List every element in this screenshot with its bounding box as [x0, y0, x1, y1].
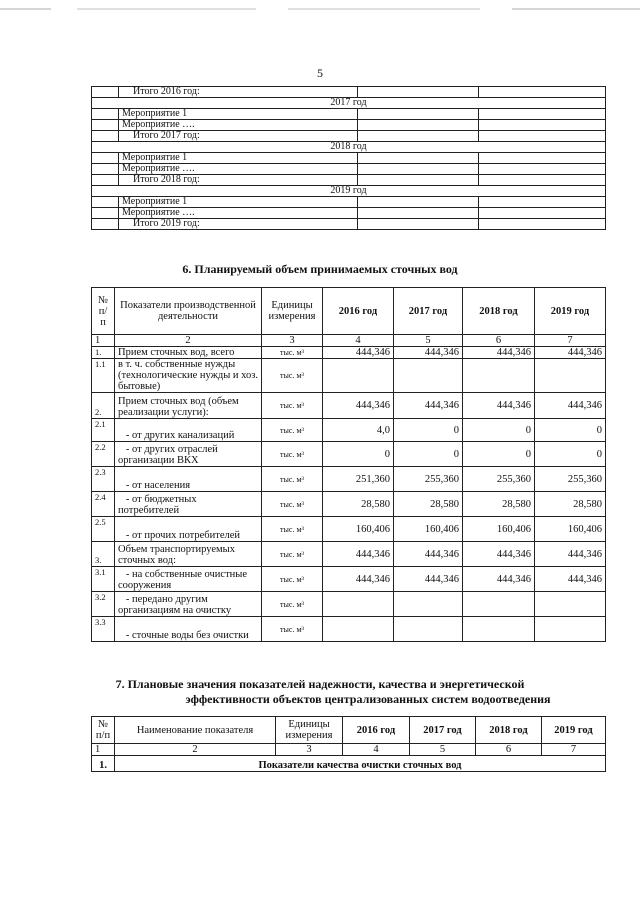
indicator-name: - от других отраслей организации ВКХ: [115, 442, 262, 467]
section-6-heading: 6. Планируемый объем принимаемых сточных вод: [182, 262, 458, 276]
value-cell: 444,346: [463, 567, 535, 592]
measures-num-cell: [92, 175, 119, 186]
value-cell: 28,580: [394, 492, 463, 517]
value-cell: [463, 617, 535, 642]
indicator-name: - передано другим организациям на очистку: [115, 592, 262, 617]
value-cell: 4,0: [323, 419, 394, 442]
header-unit: Единицы измерения: [262, 288, 323, 335]
measures-row-total: [92, 175, 606, 186]
measure-label: Мероприятие ….: [119, 120, 358, 131]
unit-cell: тыс. м³: [262, 567, 323, 592]
table-row: [92, 467, 606, 492]
value-cell: [323, 359, 394, 393]
column-number: 5: [410, 744, 476, 756]
value-cell: 255,360: [463, 467, 535, 492]
unit-cell: тыс. м³: [262, 359, 323, 393]
row-number: 2.1: [92, 419, 115, 442]
measures-value-cell: [479, 120, 606, 131]
value-cell: 0: [394, 442, 463, 467]
value-cell: 0: [463, 442, 535, 467]
header-2017: 2017 год: [394, 288, 463, 335]
column-numbers-row: [92, 335, 606, 347]
table-row: [92, 347, 606, 359]
indicator-name: - от бюджетных потребителей: [115, 492, 262, 517]
measures-num-cell: [92, 109, 119, 120]
value-cell: 444,346: [323, 542, 394, 567]
value-cell: [535, 359, 606, 393]
value-cell: [394, 617, 463, 642]
table-row: [92, 393, 606, 419]
indicator-name: - на собственные очистные сооружения: [115, 567, 262, 592]
header-row: [92, 288, 606, 335]
indicator-name: - сточные воды без очистки: [115, 617, 262, 642]
column-number: 6: [463, 335, 535, 347]
indicator-name: Объем транспортируемых сточных вод:: [115, 542, 262, 567]
value-cell: [463, 359, 535, 393]
measure-label: Мероприятие ….: [119, 208, 358, 219]
measures-num-cell: [92, 219, 119, 230]
measure-label: Мероприятие ….: [119, 164, 358, 175]
wastewater-volume-table: [91, 287, 606, 642]
section-row: [92, 756, 606, 772]
measures-value-cell: [358, 197, 479, 208]
row-number: 2.3: [92, 467, 115, 492]
section-row-title: Показатели качества очистки сточных вод: [115, 756, 606, 772]
header-2018: 2018 год: [463, 288, 535, 335]
measures-value-cell: [479, 109, 606, 120]
value-cell: 444,346: [535, 567, 606, 592]
unit-cell: тыс. м³: [262, 492, 323, 517]
value-cell: 251,360: [323, 467, 394, 492]
value-cell: [394, 359, 463, 393]
row-number: 1.1: [92, 359, 115, 393]
measures-row-item: [92, 164, 606, 175]
row-number: 2.5: [92, 517, 115, 542]
indicator-name: Прием сточных вод, всего: [115, 347, 262, 359]
measures-num-cell: [92, 131, 119, 142]
measures-row-item: [92, 197, 606, 208]
measures-row-total: [92, 131, 606, 142]
value-cell: 444,346: [323, 393, 394, 419]
page-number: 5: [317, 66, 323, 80]
value-cell: 444,346: [535, 347, 606, 359]
measure-label: Мероприятие 1: [119, 109, 358, 120]
unit-cell: тыс. м³: [262, 592, 323, 617]
column-number: 7: [535, 335, 606, 347]
measures-row-item: [92, 153, 606, 164]
header-name: Наименование показателя: [115, 717, 276, 744]
value-cell: 0: [535, 442, 606, 467]
value-cell: 0: [323, 442, 394, 467]
unit-cell: тыс. м³: [262, 617, 323, 642]
row-number: 3.: [92, 542, 115, 567]
measures-row-total: [92, 219, 606, 230]
measures-value-cell: [358, 164, 479, 175]
table-row: [92, 359, 606, 393]
header-2017: 2017 год: [410, 717, 476, 744]
header-2016: 2016 год: [323, 288, 394, 335]
unit-cell: тыс. м³: [262, 517, 323, 542]
measures-value-cell: [479, 208, 606, 219]
value-cell: [323, 592, 394, 617]
measures-value-cell: [358, 120, 479, 131]
column-number: 7: [542, 744, 606, 756]
indicators-table: [91, 716, 606, 772]
measures-num-cell: [92, 164, 119, 175]
measures-row-year: [92, 186, 606, 197]
unit-cell: тыс. м³: [262, 347, 323, 359]
column-number: 5: [394, 335, 463, 347]
value-cell: [463, 592, 535, 617]
value-cell: 444,346: [394, 347, 463, 359]
measures-value-cell: [479, 175, 606, 186]
column-number: 2: [115, 335, 262, 347]
measures-num-cell: [92, 197, 119, 208]
section-7-heading-line2: эффективности объектов централизованных систем водоотведения: [185, 692, 551, 706]
measures-row-item: [92, 109, 606, 120]
value-cell: 28,580: [535, 492, 606, 517]
header-num: № п/п: [92, 717, 115, 744]
column-number: 4: [343, 744, 410, 756]
year-total-label: Итого 2018 год:: [119, 175, 358, 186]
measures-value-cell: [479, 164, 606, 175]
column-numbers-row: [92, 744, 606, 756]
value-cell: 444,346: [535, 542, 606, 567]
year-label: 2019 год: [92, 186, 606, 197]
section-7-heading-line1: 7. Плановые значения показателей надежности, качества и энергетической: [115, 677, 525, 691]
measures-table: [91, 86, 606, 230]
row-number: 2.4: [92, 492, 115, 517]
header-2018: 2018 год: [476, 717, 542, 744]
measures-value-cell: [479, 131, 606, 142]
value-cell: [535, 617, 606, 642]
measures-row-item: [92, 208, 606, 219]
value-cell: 160,406: [323, 517, 394, 542]
row-number: 2.2: [92, 442, 115, 467]
measures-value-cell: [358, 153, 479, 164]
measures-value-cell: [358, 87, 479, 98]
measures-value-cell: [358, 109, 479, 120]
value-cell: 255,360: [394, 467, 463, 492]
year-total-label: Итого 2016 год:: [119, 87, 358, 98]
measures-value-cell: [358, 131, 479, 142]
measures-value-cell: [479, 87, 606, 98]
table-row: [92, 492, 606, 517]
table-row: [92, 517, 606, 542]
row-number: 2.: [92, 393, 115, 419]
header-name: Показатели производственной деятельности: [115, 288, 262, 335]
scan-artifact: [0, 8, 640, 10]
header-2019: 2019 год: [535, 288, 606, 335]
table-row: [92, 542, 606, 567]
measure-label: Мероприятие 1: [119, 197, 358, 208]
column-number: 6: [476, 744, 542, 756]
value-cell: 160,406: [463, 517, 535, 542]
unit-cell: тыс. м³: [262, 393, 323, 419]
row-number: 3.1: [92, 567, 115, 592]
indicator-name: в т. ч. собственные нужды (технологические нужды и хоз. бытовые): [115, 359, 262, 393]
column-number: 3: [262, 335, 323, 347]
header-num: № п/ п: [92, 288, 115, 335]
table-row: [92, 592, 606, 617]
value-cell: 28,580: [463, 492, 535, 517]
column-number: 1: [92, 744, 115, 756]
column-number: 2: [115, 744, 276, 756]
value-cell: 444,346: [463, 542, 535, 567]
table-row: [92, 419, 606, 442]
measures-value-cell: [479, 197, 606, 208]
value-cell: 444,346: [394, 393, 463, 419]
value-cell: 0: [394, 419, 463, 442]
year-label: 2018 год: [92, 142, 606, 153]
measures-value-cell: [358, 208, 479, 219]
value-cell: 444,346: [463, 393, 535, 419]
measures-row-year: [92, 98, 606, 109]
value-cell: 444,346: [394, 567, 463, 592]
value-cell: 444,346: [323, 567, 394, 592]
table-row: [92, 442, 606, 467]
unit-cell: тыс. м³: [262, 419, 323, 442]
indicator-name: - от населения: [115, 467, 262, 492]
measures-value-cell: [358, 175, 479, 186]
header-unit: Единицы измерения: [276, 717, 343, 744]
header-2019: 2019 год: [542, 717, 606, 744]
row-number: 1.: [92, 347, 115, 359]
value-cell: [323, 617, 394, 642]
unit-cell: тыс. м³: [262, 442, 323, 467]
measures-num-cell: [92, 153, 119, 164]
year-total-label: Итого 2019 год:: [119, 219, 358, 230]
measures-row-year: [92, 142, 606, 153]
year-total-label: Итого 2017 год:: [119, 131, 358, 142]
value-cell: 444,346: [323, 347, 394, 359]
indicator-name: - от других канализаций: [115, 419, 262, 442]
measures-num-cell: [92, 208, 119, 219]
column-number: 4: [323, 335, 394, 347]
year-label: 2017 год: [92, 98, 606, 109]
value-cell: 444,346: [463, 347, 535, 359]
table-row: [92, 617, 606, 642]
value-cell: [535, 592, 606, 617]
column-number: 1: [92, 335, 115, 347]
measures-value-cell: [479, 153, 606, 164]
unit-cell: тыс. м³: [262, 467, 323, 492]
row-number: 1.: [92, 756, 115, 772]
column-number: 3: [276, 744, 343, 756]
value-cell: 160,406: [394, 517, 463, 542]
measures-num-cell: [92, 87, 119, 98]
table-row: [92, 567, 606, 592]
value-cell: 28,580: [323, 492, 394, 517]
value-cell: [394, 592, 463, 617]
value-cell: 0: [535, 419, 606, 442]
value-cell: 444,346: [535, 393, 606, 419]
row-number: 3.2: [92, 592, 115, 617]
value-cell: 444,346: [394, 542, 463, 567]
value-cell: 160,406: [535, 517, 606, 542]
header-2016: 2016 год: [343, 717, 410, 744]
header-row: [92, 717, 606, 744]
row-number: 3.3: [92, 617, 115, 642]
measure-label: Мероприятие 1: [119, 153, 358, 164]
measures-num-cell: [92, 120, 119, 131]
indicator-name: Прием сточных вод (объем реализации услуги):: [115, 393, 262, 419]
indicator-name: - от прочих потребителей: [115, 517, 262, 542]
measures-value-cell: [358, 219, 479, 230]
value-cell: 255,360: [535, 467, 606, 492]
unit-cell: тыс. м³: [262, 542, 323, 567]
value-cell: 0: [463, 419, 535, 442]
measures-value-cell: [479, 219, 606, 230]
measures-row-total: [92, 87, 606, 98]
measures-row-item: [92, 120, 606, 131]
